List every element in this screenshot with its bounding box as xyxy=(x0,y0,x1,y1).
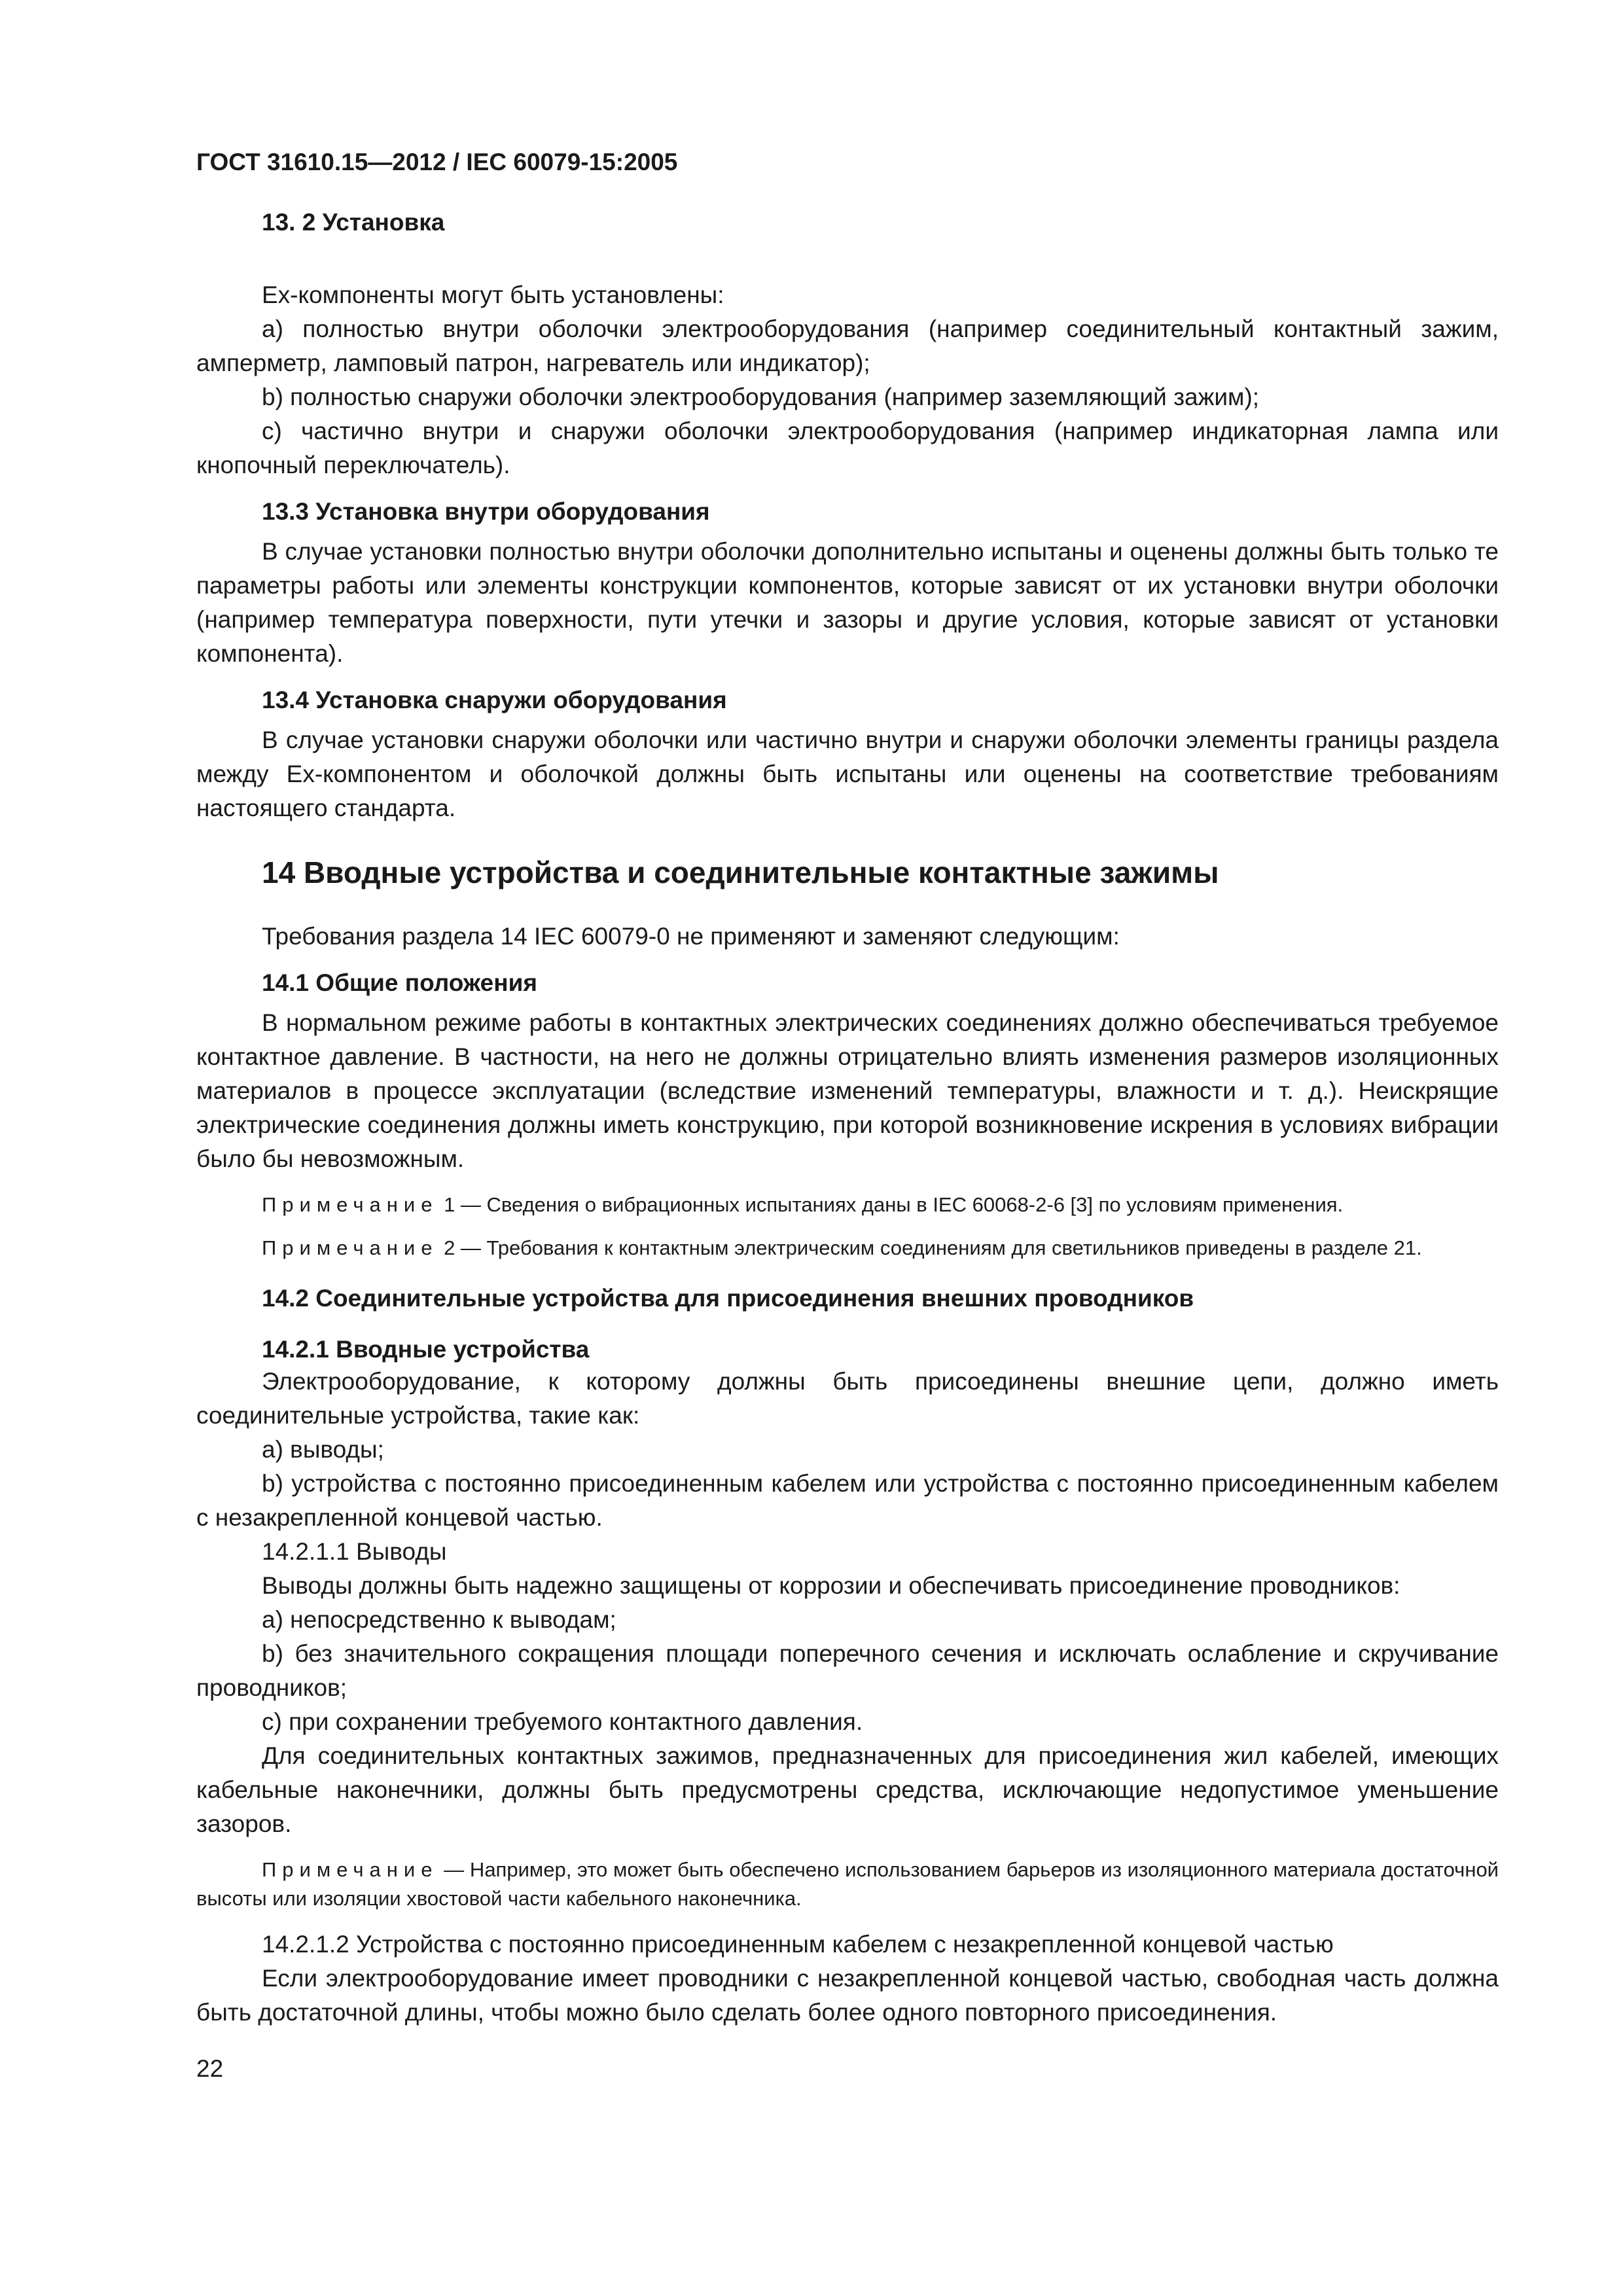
section-14-2-1-title: 14.2.1 Вводные устройства xyxy=(262,1336,590,1363)
section-14-2-1-1-title: 14.2.1.1 Выводы xyxy=(262,1538,447,1565)
note-label: Примечание xyxy=(262,1193,438,1216)
note-text: 1 — Сведения о вибрационных испытаниях даны в IEC 60068-2-6 [3] по условиям применения. xyxy=(444,1193,1344,1216)
section-14-2-1-1-text-2: Для соединительных контактных зажимов, предназначенных для присоединения жил кабелей, имеющих кабельные наконечники, должны быть предусмотрены средства, исключающие недопустимое уменьшение зазоров. xyxy=(196,1742,1499,1837)
document-page xyxy=(196,147,1499,2030)
section-14-2-1-text: Электрооборудование, к которому должны быть присоединены внешние цепи, должно иметь соединительные устройства, такие как: xyxy=(196,1368,1499,1429)
section-14-2-1-1-text: Выводы должны быть надежно защищены от коррозии и обеспечивать присоединение проводников: xyxy=(262,1572,1400,1599)
section-14-1-text: В нормальном режиме работы в контактных электрических соединениях должно обеспечиваться требуемое контактное давление. В частности, на него не должны отрицательно влиять изменения размеров изоляционных материалов в процессе эксплуатации (вследствие изменений температуры, влажности и т. д.). Неискрящие электрические соединения должны иметь конструкцию, при которой возникновение искрения в условиях вибрации было бы невозможным. xyxy=(196,1009,1499,1172)
section-14-2-1-2-title: 14.2.1.2 Устройства с постоянно присоединенным кабелем с незакрепленной концевой частью xyxy=(262,1931,1334,1958)
note-text: — Например, это может быть обеспечено использованием барьеров из изоляционного материала достаточной высоты или изоляции хвостовой части кабельного наконечника. xyxy=(196,1858,1499,1910)
section-13-2-title: 13. 2 Установка xyxy=(262,209,445,236)
section-13-2-item-c: c) частично внутри и снаружи оболочки электрооборудования (например индикаторная лампа или кнопочный переключатель). xyxy=(196,418,1499,478)
section-14-2-title: 14.2 Соединительные устройства для присоединения внешних проводников xyxy=(262,1285,1194,1312)
section-14-2-1-2-text: Если электрооборудование имеет проводники с незакрепленной концевой частью, свободная часть должна быть достаточной длины, чтобы можно было сделать более одного повторного присоединения. xyxy=(196,1965,1499,2026)
section-14-1-note-2 xyxy=(196,1234,1499,1263)
section-14-2-1-1-note xyxy=(196,1856,1499,1913)
document-header: ГОСТ 31610.15—2012 / IEC 60079-15:2005 xyxy=(196,149,678,175)
section-14-2-1-item-b: b) устройства с постоянно присоединенным кабелем или устройства с постоянно присоединенным кабелем с незакрепленной концевой частью. xyxy=(196,1470,1499,1531)
section-14-1-title: 14.1 Общие положения xyxy=(262,969,537,996)
section-14-2-1-1-item-b: b) без значительного сокращения площади поперечного сечения и исключать ослабление и скручивание проводников; xyxy=(196,1640,1499,1701)
section-14-title: 14 Вводные устройства и соединительные контактные зажимы xyxy=(262,855,1219,889)
page-number: 22 xyxy=(196,2055,224,2082)
section-14-2-1-item-a: a) выводы; xyxy=(262,1436,384,1463)
section-13-2-item-a: a) полностью внутри оболочки электрооборудования (например соединительный контактный зажим, амперметр, ламповый патрон, нагреватель или индикатор); xyxy=(196,315,1499,376)
note-text: 2 — Требования к контактным электрическим соединениям для светильников приведены в разделе 21. xyxy=(444,1236,1422,1259)
note-label: Примечание xyxy=(262,1236,438,1259)
section-14-2-1-1-item-a: a) непосредственно к выводам; xyxy=(262,1606,616,1633)
section-13-2-intro: Ex-компоненты могут быть установлены: xyxy=(262,281,724,308)
section-13-4-text: В случае установки снаружи оболочки или частично внутри и снаружи оболочки элементы границы раздела между Ex-компонентом и оболочкой должны быть испытаны или оценены на соответствие требованиям настоящего стандарта. xyxy=(196,726,1499,821)
section-14-intro: Требования раздела 14 IEC 60079-0 не применяют и заменяют следующим: xyxy=(262,923,1120,950)
section-13-2-item-b: b) полностью снаружи оболочки электрооборудования (например заземляющий зажим); xyxy=(262,384,1260,410)
section-13-3-text: В случае установки полностью внутри оболочки дополнительно испытаны и оценены должны быть только те параметры работы или элементы конструкции компонентов, которые зависят от их установки внутри оболочки (например температура поверхности, пути утечки и зазоры и другие условия, которые зависят от установки компонента). xyxy=(196,538,1499,667)
note-label: Примечание xyxy=(262,1858,438,1881)
section-13-4-title: 13.4 Установка снаружи оборудования xyxy=(262,687,727,713)
section-14-2-1-1-item-c: c) при сохранении требуемого контактного давления. xyxy=(262,1708,863,1735)
section-13-3-title: 13.3 Установка внутри оборудования xyxy=(262,498,710,525)
section-14-1-note-1 xyxy=(196,1191,1499,1219)
